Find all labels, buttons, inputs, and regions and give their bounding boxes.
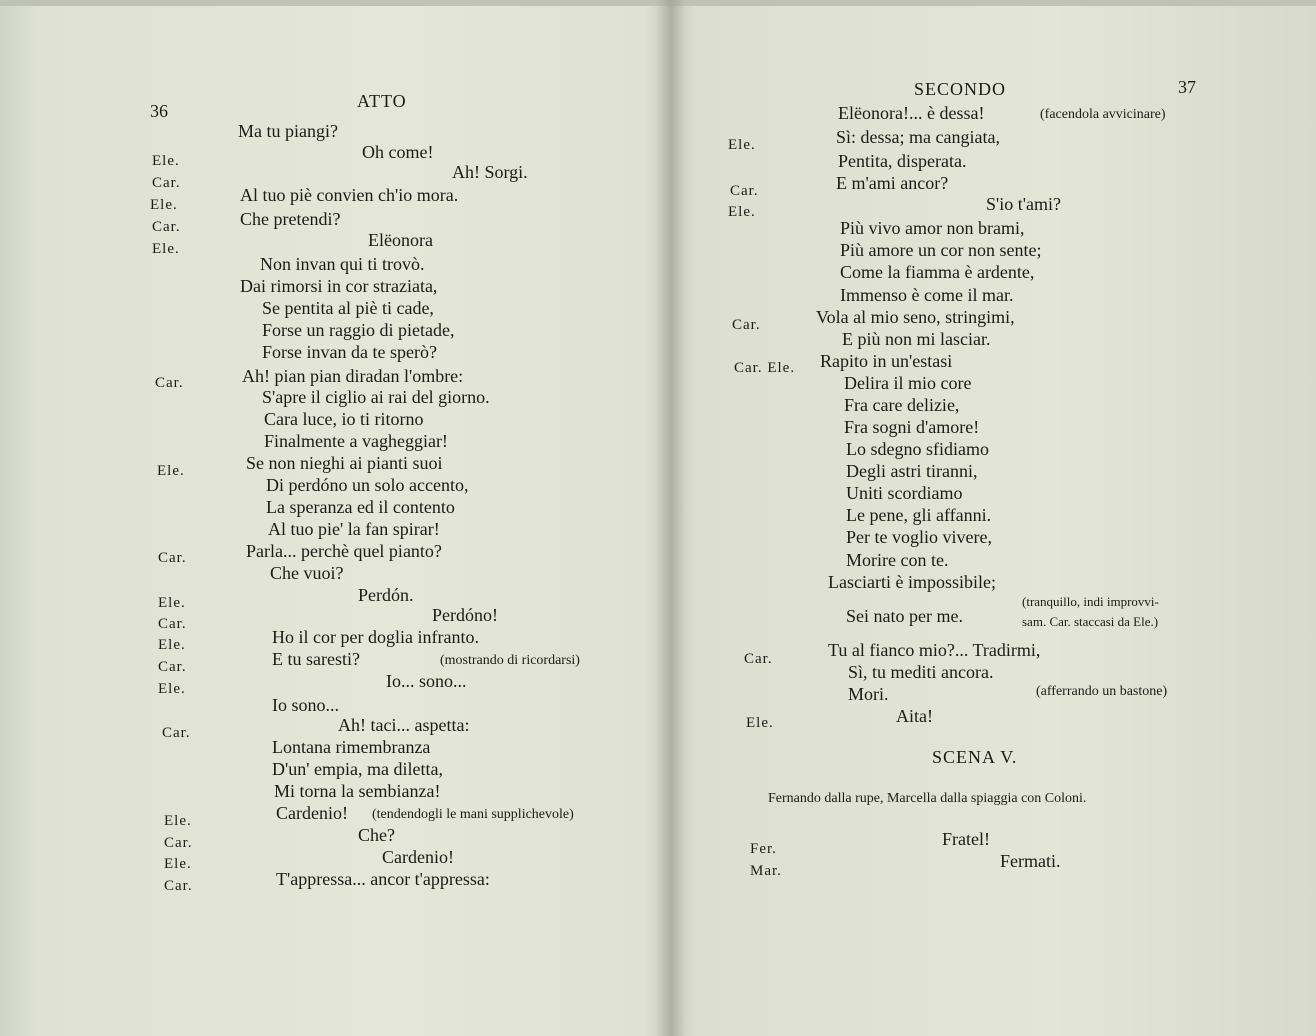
- dialogue-line: Che?: [358, 825, 395, 845]
- dialogue-line: S'io t'ami?: [986, 194, 1061, 214]
- dialogue-line: Aita!: [896, 706, 933, 726]
- speaker-label: Ele.: [152, 241, 180, 257]
- speaker-label: Mar.: [750, 863, 782, 879]
- stage-direction: (mostrando di ricordarsi): [440, 653, 580, 668]
- dialogue-line: Fra sogni d'amore!: [844, 417, 980, 437]
- speaker-label: Car.: [158, 616, 187, 632]
- speaker-label: Car.: [158, 550, 187, 566]
- page-number: 36: [150, 101, 168, 121]
- dialogue-line: Io sono...: [272, 695, 339, 715]
- scene-direction: Fernando dalla rupe, Marcella dalla spiaggia con Coloni.: [768, 791, 1087, 806]
- dialogue-line: Pentita, disperata.: [838, 151, 967, 171]
- speaker-label: Ele.: [158, 595, 186, 611]
- dialogue-line: E più non mi lasciar.: [842, 329, 991, 349]
- stage-direction: sam. Car. staccasi da Ele.): [1022, 614, 1159, 629]
- speaker-label: Ele.: [150, 197, 178, 213]
- speaker-label: Fer.: [750, 841, 777, 857]
- dialogue-line: Ah! taci... aspetta:: [338, 715, 470, 735]
- dialogue-line: S'apre il ciglio ai rai del giorno.: [262, 387, 490, 407]
- running-head: ATTO: [357, 91, 407, 111]
- stage-direction: (tranquillo, indi improvvi-: [1022, 594, 1159, 609]
- speaker-label: Ele.: [164, 813, 192, 829]
- dialogue-line: La speranza ed il contento: [266, 497, 455, 517]
- dialogue-line: Fra care delizie,: [844, 395, 960, 415]
- dialogue-line: Lo sdegno sfidiamo: [846, 439, 989, 459]
- running-head: SECONDO: [914, 79, 1007, 99]
- dialogue-line: Che pretendi?: [240, 209, 341, 229]
- dialogue-line: Lontana rimembranza: [272, 737, 431, 757]
- dialogue-line: Mori.: [848, 684, 889, 704]
- dialogue-line: Elëonora!... è dessa!: [838, 103, 985, 123]
- dialogue-line: Delira il mio core: [844, 373, 972, 393]
- dialogue-line: Per te voglio vivere,: [846, 527, 992, 547]
- speaker-label: Ele.: [746, 715, 774, 731]
- dialogue-line: Sì, tu mediti ancora.: [848, 662, 994, 682]
- speaker-label: Car.: [730, 183, 759, 199]
- dialogue-line: Fermati.: [1000, 851, 1061, 871]
- speaker-label: Ele.: [164, 856, 192, 872]
- speaker-label: Ele.: [728, 204, 756, 220]
- dialogue-line: Tu al fianco mio?... Tradirmi,: [828, 640, 1041, 660]
- dialogue-line: Sì: dessa; ma cangiata,: [836, 127, 1000, 147]
- dialogue-line: Dai rimorsi in cor straziata,: [240, 276, 438, 296]
- dialogue-line: Forse invan da te sperò?: [262, 342, 437, 362]
- dialogue-line: E m'ami ancor?: [836, 173, 949, 193]
- dialogue-line: Vola al mio seno, stringimi,: [816, 307, 1015, 327]
- dialogue-line: Forse un raggio di pietade,: [262, 320, 455, 340]
- speaker-label: Car. Ele.: [734, 360, 796, 376]
- dialogue-line: Cardenio!: [382, 847, 454, 867]
- dialogue-line: Immenso è come il mar.: [840, 285, 1014, 305]
- dialogue-line: Ah! Sorgi.: [452, 162, 528, 182]
- dialogue-line: Perdón.: [358, 585, 414, 605]
- speaker-label: Car.: [744, 651, 773, 667]
- page-number: 37: [1178, 77, 1196, 97]
- dialogue-line: Ah! pian pian diradan l'ombre:: [242, 366, 464, 386]
- dialogue-line: Parla... perchè quel pianto?: [246, 541, 442, 561]
- stage-direction: (tendendogli le mani supplichevole): [372, 807, 574, 822]
- speaker-label: Car.: [164, 878, 193, 894]
- dialogue-line: Finalmente a vagheggiar!: [264, 431, 448, 451]
- dialogue-line: Di perdóno un solo accento,: [266, 475, 469, 495]
- right-page: [670, 0, 1316, 1036]
- speaker-label: Car.: [162, 725, 191, 741]
- dialogue-line: Al tuo pie' la fan spirar!: [268, 519, 440, 539]
- dialogue-line: T'appressa... ancor t'appressa:: [276, 869, 490, 889]
- dialogue-line: Ma tu piangi?: [238, 121, 338, 141]
- speaker-label: Car.: [152, 219, 181, 235]
- dialogue-line: Non invan qui ti trovò.: [260, 254, 425, 274]
- speaker-label: Ele.: [728, 137, 756, 153]
- speaker-label: Car.: [152, 175, 181, 191]
- dialogue-line: Oh come!: [362, 142, 434, 162]
- dialogue-line: Ho il cor per doglia infranto.: [272, 627, 479, 647]
- speaker-label: Ele.: [158, 681, 186, 697]
- speaker-label: Car.: [158, 659, 187, 675]
- dialogue-line: Più vivo amor non brami,: [840, 218, 1025, 238]
- speaker-label: Ele.: [157, 463, 185, 479]
- dialogue-line: Perdóno!: [432, 605, 498, 625]
- dialogue-line: Le pene, gli affanni.: [846, 505, 992, 525]
- dialogue-line: Degli astri tiranni,: [846, 461, 978, 481]
- dialogue-line: Io... sono...: [386, 671, 467, 691]
- dialogue-line: Cara luce, io ti ritorno: [264, 409, 424, 429]
- dialogue-line: Rapito in un'estasi: [820, 351, 953, 371]
- speaker-label: Ele.: [152, 153, 180, 169]
- dialogue-line: Uniti scordiamo: [846, 483, 963, 503]
- dialogue-line: Più amore un cor non sente;: [840, 240, 1042, 260]
- stage-direction: (facendola avvicinare): [1040, 107, 1166, 122]
- dialogue-line: D'un' empia, ma diletta,: [272, 759, 443, 779]
- dialogue-line: Morire con te.: [846, 550, 949, 570]
- speaker-label: Car.: [155, 375, 184, 391]
- dialogue-line: Se non nieghi ai pianti suoi: [246, 453, 443, 473]
- scene-title: SCENA V.: [932, 747, 1018, 767]
- dialogue-line: Se pentita al piè ti cade,: [262, 298, 434, 318]
- dialogue-line: Come la fiamma è ardente,: [840, 262, 1035, 282]
- stage-direction: (afferrando un bastone): [1036, 684, 1168, 699]
- speaker-label: Ele.: [158, 637, 186, 653]
- dialogue-line: Fratel!: [942, 829, 990, 849]
- dialogue-line: Cardenio!: [276, 803, 348, 823]
- dialogue-line: Sei nato per me.: [846, 606, 963, 626]
- dialogue-line: E tu saresti?: [272, 649, 360, 669]
- dialogue-line: Mi torna la sembianza!: [274, 781, 441, 801]
- dialogue-line: Lasciarti è impossibile;: [828, 572, 996, 592]
- speaker-label: Car.: [164, 835, 193, 851]
- dialogue-line: Al tuo piè convien ch'io mora.: [240, 185, 459, 205]
- speaker-label: Car.: [732, 317, 761, 333]
- dialogue-line: Che vuoi?: [270, 563, 344, 583]
- dialogue-line: Elëonora: [368, 230, 433, 250]
